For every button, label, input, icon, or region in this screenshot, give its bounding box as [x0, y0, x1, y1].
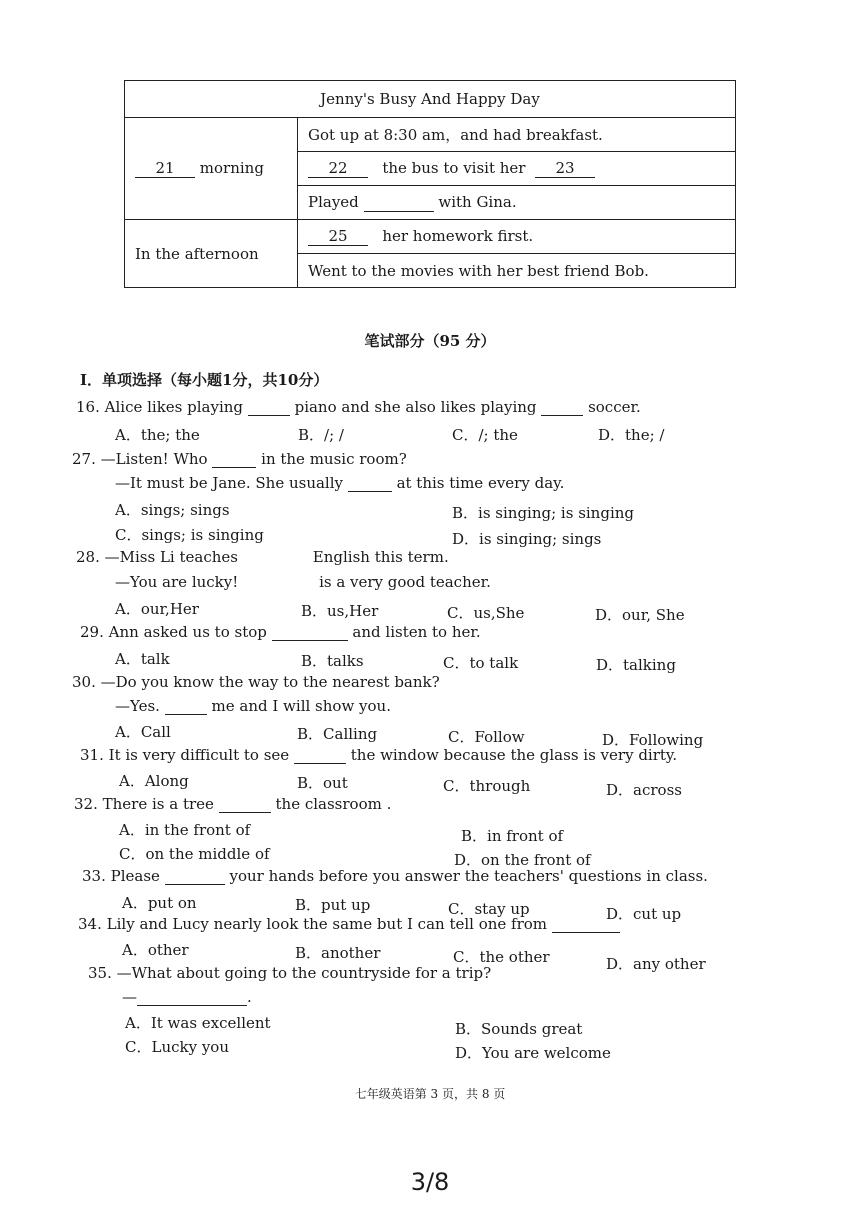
table-title: Jenny's Busy And Happy Day — [125, 81, 736, 118]
morning-cell: 21 morning — [125, 118, 298, 220]
question-34: 34. Lily and Lucy nearly look the same but I can tell one from — [78, 915, 620, 933]
option[interactable]: B．is singing; is singing — [452, 504, 635, 522]
blank-23[interactable]: 23 — [535, 159, 595, 178]
question-29: 29. Ann asked us to stop and listen to her. — [80, 623, 481, 641]
table-row-3: Played with Gina. — [298, 186, 736, 220]
question-31: 31. It is very difficult to see the window because the glass is very dirty. — [80, 746, 678, 764]
option[interactable]: C．to talk — [443, 654, 519, 672]
section-title: 笔试部分（95 分） — [364, 332, 496, 350]
option[interactable]: B．us,Her — [301, 602, 379, 620]
option[interactable]: D．on the front of — [454, 851, 591, 869]
question-27-reply: —It must be Jane. She usually at this time every day. — [115, 474, 565, 492]
option[interactable]: C．sings; is singing — [115, 526, 264, 544]
question-30-reply: —Yes. me and I will show you. — [115, 697, 391, 715]
option[interactable]: B．talks — [301, 652, 364, 670]
part-title: Ⅰ．单项选择（每小题1分，共10分） — [80, 371, 329, 389]
question-35-reply: — . — [122, 988, 252, 1006]
option[interactable]: D．talking — [596, 656, 676, 674]
option[interactable]: C．stay up — [448, 900, 530, 918]
option[interactable]: B．out — [297, 774, 348, 792]
question-30: 30. —Do you know the way to the nearest bank? — [72, 673, 440, 691]
option[interactable]: B．put up — [295, 896, 371, 914]
table-row-2: 22 the bus to visit her 23 — [298, 152, 736, 186]
option[interactable]: D．the; / — [598, 426, 665, 444]
option[interactable]: C．through — [443, 777, 531, 795]
option[interactable]: D．across — [606, 781, 682, 799]
option[interactable]: B．in front of — [461, 827, 564, 845]
table-row-5: Went to the movies with her best friend Bob. — [298, 254, 736, 288]
option[interactable]: A．put on — [122, 894, 197, 912]
option[interactable]: C．the other — [453, 948, 550, 966]
option[interactable]: A．in the front of — [119, 821, 251, 839]
afternoon-cell: In the afternoon — [125, 220, 298, 288]
option[interactable]: C．on the middle of — [119, 845, 270, 863]
question-27: 27. —Listen! Who in the music room? — [72, 450, 407, 468]
option[interactable]: D．any other — [606, 955, 706, 973]
question-28-reply: —You are lucky! is a very good teacher. — [115, 573, 491, 591]
option[interactable]: D．Following — [602, 731, 704, 749]
question-35: 35. —What about going to the countryside for a trip? — [88, 964, 492, 982]
table-row-4: 25 her homework first. — [298, 220, 736, 254]
question-16: 16. Alice likes playing piano and she also likes playing soccer. — [76, 398, 641, 416]
option[interactable]: D．You are welcome — [455, 1044, 611, 1062]
option[interactable]: A．talk — [115, 650, 170, 668]
option[interactable]: A．It was excellent — [125, 1014, 271, 1032]
option[interactable]: B．/; / — [298, 426, 344, 444]
question-33: 33. Please your hands before you answer the teachers' questions in class. — [82, 867, 708, 885]
option[interactable]: D．cut up — [606, 905, 682, 923]
blank-25[interactable]: 25 — [308, 227, 368, 246]
option[interactable]: C．/; the — [452, 426, 518, 444]
option[interactable]: C．Lucky you — [125, 1038, 229, 1056]
option[interactable]: C．us,She — [447, 604, 525, 622]
option[interactable]: B．Calling — [297, 725, 378, 743]
blank-21[interactable]: 21 — [135, 159, 195, 178]
option[interactable]: A．Along — [119, 772, 189, 790]
table-row-1: Got up at 8:30 am，and had breakfast. — [298, 118, 736, 152]
option[interactable]: A．other — [122, 941, 189, 959]
option[interactable]: C．Follow — [448, 728, 525, 746]
option[interactable]: A．Call — [115, 723, 171, 741]
option[interactable]: D．our, She — [595, 606, 685, 624]
page-footer: 七年级英语第 3 页，共 8 页 — [354, 1087, 506, 1101]
option[interactable]: A．sings; sings — [115, 501, 230, 519]
option[interactable]: A．our,Her — [115, 600, 199, 618]
blank-24[interactable] — [364, 193, 434, 212]
page-indicator: 3/8 — [410, 1168, 450, 1196]
question-28: 28. —Miss Li teaches English this term. — [76, 548, 449, 566]
option[interactable]: D．is singing; sings — [452, 530, 602, 548]
option[interactable]: B．Sounds great — [455, 1020, 583, 1038]
question-32: 32. There is a tree the classroom . — [74, 795, 392, 813]
option[interactable]: A．the; the — [115, 426, 200, 444]
reading-table — [124, 80, 736, 288]
option[interactable]: B．another — [295, 944, 381, 962]
blank-22[interactable]: 22 — [308, 159, 368, 178]
